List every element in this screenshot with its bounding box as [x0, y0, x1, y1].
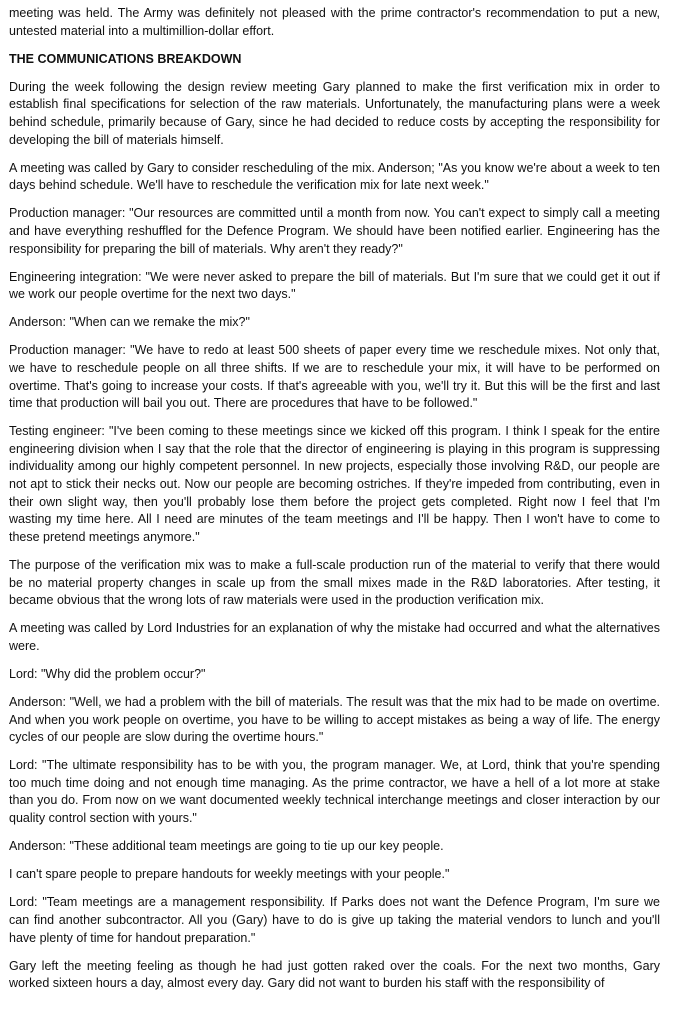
paragraph: Lord: "Why did the problem occur?" — [9, 666, 206, 681]
paragraph: Lord: "Team meetings are a management responsibility. If Parks does not want the Defence Program, I'm sure we can find another subcontractor. All you (Gary) have to do is give up taking the material vendors to lunch and you'll have plenty of time for handout preparation." — [9, 895, 660, 945]
paragraph: Lord: "The ultimate responsibility has to be with you, the program manager. We, at Lord, think that you're spending too much time doing and not enough time managing. As the prime contractor, we have a hell of a lot more at stake than you do. From now on we want documented weekly technical interchange meetings and closer interaction by our quality control section with yours." — [9, 758, 660, 826]
paragraph: Anderson: "When can we remake the mix?" — [9, 315, 250, 330]
paragraph: Gary left the meeting feeling as though he had just gotten raked over the coals. For the next two months, Gary worked sixteen hours a day, almost every day. Gary did not want to burden his staff with the responsibility of — [9, 958, 660, 991]
paragraph: The purpose of the verification mix was to make a full-scale production run of the material to verify that there would be no material property changes in scale up from the small mixes made in the R&D laboratories. After testing, it became obvious that the wrong lots of raw materials were used in the production verification mix. — [9, 557, 660, 608]
paragraph: Production manager: "We have to redo at least 500 sheets of paper every time we reschedule mixes. Not only that, we have to reschedule people on all three shifts. If we are to reschedule your mix, it will have to be performed on overtime. That's going to increase your costs. If that's agreeable with you, we'll try it. But this will be the first and last time that production will bail you out. There are procedures that have to be followed." — [9, 343, 660, 411]
paragraph: Anderson: "Well, we had a problem with the bill of materials. The result was that the mix had to be made on overtime. And when you work people on overtime, you have to be willing to accept mistakes as being a way of life. The energy cycles of our people are slow during the overtime hours." — [9, 695, 660, 745]
paragraph: Anderson: "These additional team meetings are going to tie up our key people. — [9, 839, 444, 854]
paragraph: Testing engineer: "I've been coming to these meetings since we kicked off this program. I think I speak for the entire engineering division when I say that the role that the director of engineering is playing in this program is suppressing individuality among our highly competent personnel. In new projects, especially those involving R&D, our people are not apt to stick their necks out. Now our people are becoming ostriches. If they're impeded from contributing, even in their own slight way, then you'll probably lose them before the project gets completed. Right now I feel that I'm wasting my time here. All I need are minutes of the team meetings and I'll be happy. Then I won't have to come to these pretend meetings anymore." — [9, 424, 660, 544]
paragraph: I can't spare people to prepare handouts for weekly meetings with your people." — [9, 867, 450, 882]
paragraph: A meeting was called by Lord Industries for an explanation of why the mistake had occurred and what the alternatives were. — [9, 621, 660, 653]
paragraph: A meeting was called by Gary to consider rescheduling of the mix. Anderson; "As you know we're about a week to ten days behind schedule. We'll have to reschedule the verification mix for late next week." — [9, 160, 660, 193]
paragraph: During the week following the design review meeting Gary planned to make the first verification mix in order to establish final specifications for selection of the raw materials. Unfortunately, the manufacturing plans were a week behind schedule, primarily because of Gary, since he had decided to reduce costs by accepting the responsibility for developing the bill of materials himself. — [9, 79, 660, 147]
section-heading: THE COMMUNICATIONS BREAKDOWN — [9, 51, 242, 66]
paragraph: Production manager: "Our resources are committed until a month from now. You can't expect to simply call a meeting and have everything reshuffled for the Defence Program. We should have been notified earlier. Engineering has the responsibility for preparing the bill of materials. Why aren't they ready?" — [9, 206, 660, 256]
paragraph: Engineering integration: "We were never asked to prepare the bill of materials. But I'm sure that we could get it out if we work our people overtime for the next two days." — [9, 269, 660, 302]
intro-paragraph: meeting was held. The Army was definitely not pleased with the prime contractor's recommendation to put a new, untested material into a multimillion-dollar effort. — [9, 6, 660, 38]
